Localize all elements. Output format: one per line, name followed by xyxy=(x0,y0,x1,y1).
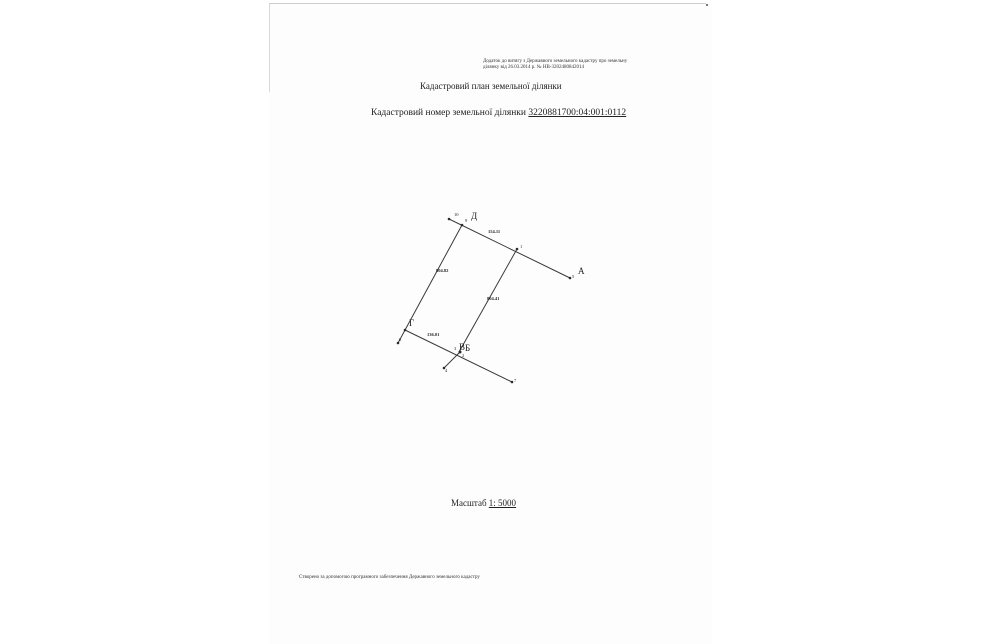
point-number-3: 3 xyxy=(454,346,457,351)
scale-value: 1: 5000 xyxy=(488,498,517,508)
annex-note: Додаток до витягу з Державного земельного кадастру про земельну ділянку від 26.03.2014 р. № НВ-3202480842014 xyxy=(483,59,628,70)
scale-label: Масштаб xyxy=(451,498,487,508)
cadastral-number: 3220881700:04:001:0112 xyxy=(528,108,627,118)
scale-row xyxy=(451,498,516,508)
point-10 xyxy=(448,218,451,221)
segment-length-right: 804.41 xyxy=(487,296,500,301)
point-number-1: 1 xyxy=(520,244,523,249)
line-4-b xyxy=(444,352,460,368)
point-number-9: 9 xyxy=(465,218,468,223)
point-d xyxy=(461,224,464,227)
point-number-4: 4 xyxy=(445,368,448,373)
point-g xyxy=(404,329,407,332)
document-title: Кадастровий план земельної ділянки xyxy=(420,81,562,91)
cadastral-label: Кадастровий номер земельної ділянки xyxy=(371,108,526,118)
point-number-2: 2 xyxy=(462,353,465,358)
vertex-label-b: Б xyxy=(465,343,471,353)
point-number-5: 5 xyxy=(572,274,575,279)
vertex-label-v: В xyxy=(459,342,466,352)
point-6 xyxy=(397,342,400,345)
segment-length-left: 804.82 xyxy=(436,268,449,273)
segment-length-bottom: 136.01 xyxy=(427,332,440,337)
footer-note: Створено за допомогою програмного забезпечення Державного земельного кадастру xyxy=(299,575,480,580)
vertex-label-d: Д xyxy=(471,211,478,221)
point-a xyxy=(569,277,572,280)
point-number-6: 6 xyxy=(399,337,402,342)
segment-length-top: 154.11 xyxy=(488,229,501,234)
line-g-7 xyxy=(405,330,512,382)
line-d-g xyxy=(398,225,462,343)
point-7 xyxy=(511,381,514,384)
vertex-label-a: А xyxy=(578,266,585,276)
point-number-10: 10 xyxy=(454,212,459,217)
vertex-label-g: Г xyxy=(409,318,415,328)
point-1 xyxy=(516,248,519,251)
point-number-7: 7 xyxy=(514,378,517,383)
line-d-a xyxy=(449,219,570,278)
